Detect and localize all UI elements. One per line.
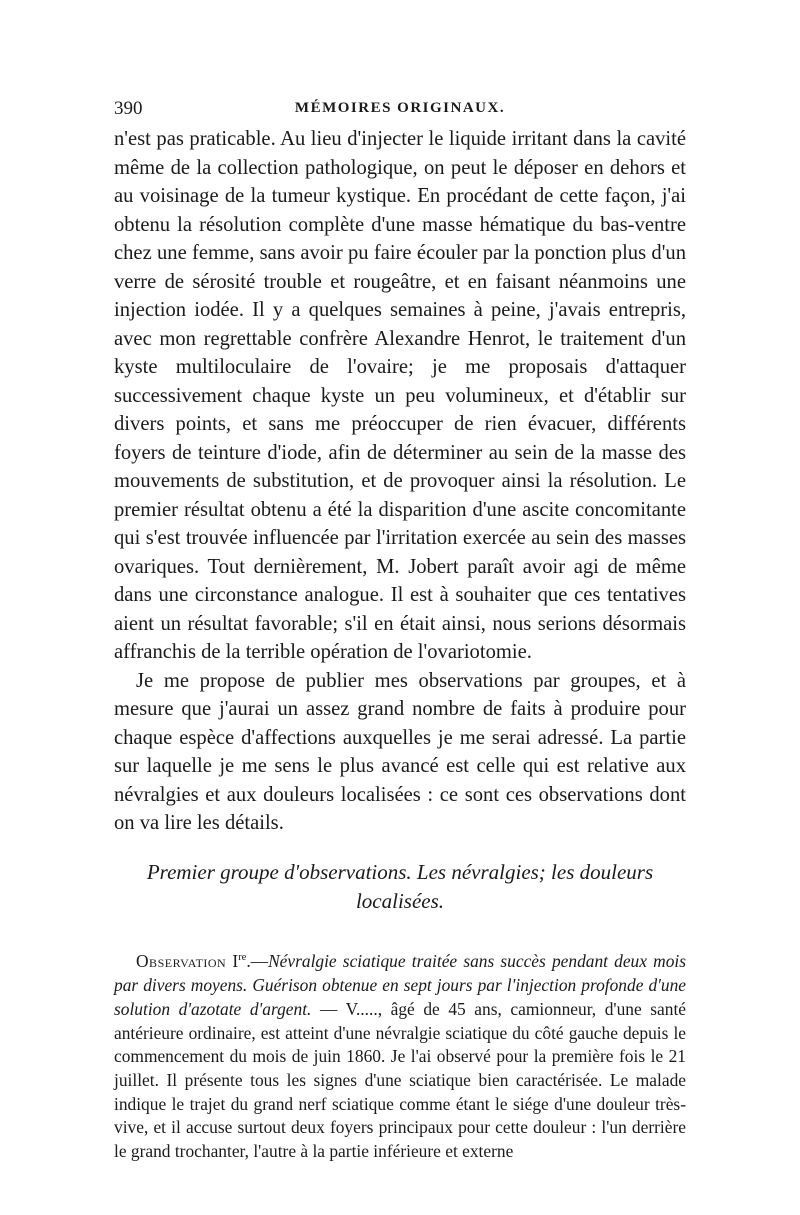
observation-numeral: I [232,951,239,972]
observation-1 [114,950,686,1163]
body-text [114,125,686,838]
observation-text: — V....., âgé de 45 ans, camionneur, d'une santé antérieure ordinaire, est atteint d'une névralgie sciatique du côté gauche depuis le commencement du mois de juin 1860. Je l'ai observé pour la première fois le 21 juillet. Il présente tous les signes d'une sciatique bien caractérisée. Le malade indique le trajet du grand nerf sciatique comme étant le siége d'une douleur très-vive, et il accuse surtout deux foyers principaux pour cette douleur : l'un derrière le grand trochanter, l'autre à la partie inférieure et externe [114,998,686,1162]
observation-numeral-sup: re [238,952,247,964]
observation-title: Névralgie sciatique traitée sans succès pendant deux mois par divers moyens. Guérison obtenue en sept jours par l'injection profonde d'une solution d'azotate d'argent. [114,951,686,1019]
observation-separator: .— [246,951,269,972]
observation-label: Observation [136,951,227,972]
page-header [114,98,686,122]
paragraph-publication-plan: Je me propose de publier mes observations par groupes, et à mesure que j'aurai un assez grand nombre de faits à produire pour chaque espèce d'affections auxquelles je me serai adressé. La partie sur laquelle je me sens le plus avancé est celle qui est relative aux névralgies et aux douleurs localisées : ce sont ces observations dont on va lire les détails. [114,669,686,834]
paragraph-continuation: n'est pas praticable. Au lieu d'injecter le liquide irritant dans la cavité même de la collection pathologique, on peut le déposer en dehors et au voisinage de la tumeur kystique. En procédant de cette façon, j'ai obtenu la résolution complète d'une masse hématique du bas-ventre chez une femme, sans avoir pu faire écouler par la ponction plus d'un verre de sérosité trouble et rougeâtre, et en faisant néanmoins une injection iodée. Il y a quelques semaines à peine, j'avais entrepris, avec mon regrettable confrère Alexandre Henrot, le traitement d'un kyste multiloculaire de l'ovaire; je me proposais d'attaquer successivement chaque kyste un peu volumineux, et d'établir sur divers points, et sans me préoccuper de rien évacuer, différents foyers de teinture d'iode, afin de déterminer au sein de la masse des mouvements de substitution, et de provoquer ainsi la résolution. Le premier résultat obtenu a été la disparition d'une ascite concomitante qui s'est trouvée influencée par l'irritation exercée au sein des masses ovariques. Tout dernièrement, M. Jobert paraît avoir agi de même dans une circonstance analogue. Il est à souhaiter que ces tentatives aient un résultat favorable; s'il en était ainsi, nous serions désormais affranchis de la terrible opération de l'ovariotomie. [114,128,686,663]
running-title: MÉMOIRES ORIGINAUX. [294,100,506,116]
section-heading: Premier groupe d'observations. Les névralgies; les douleurs localisées. [146,860,654,913]
page-number: 390 [114,98,143,119]
